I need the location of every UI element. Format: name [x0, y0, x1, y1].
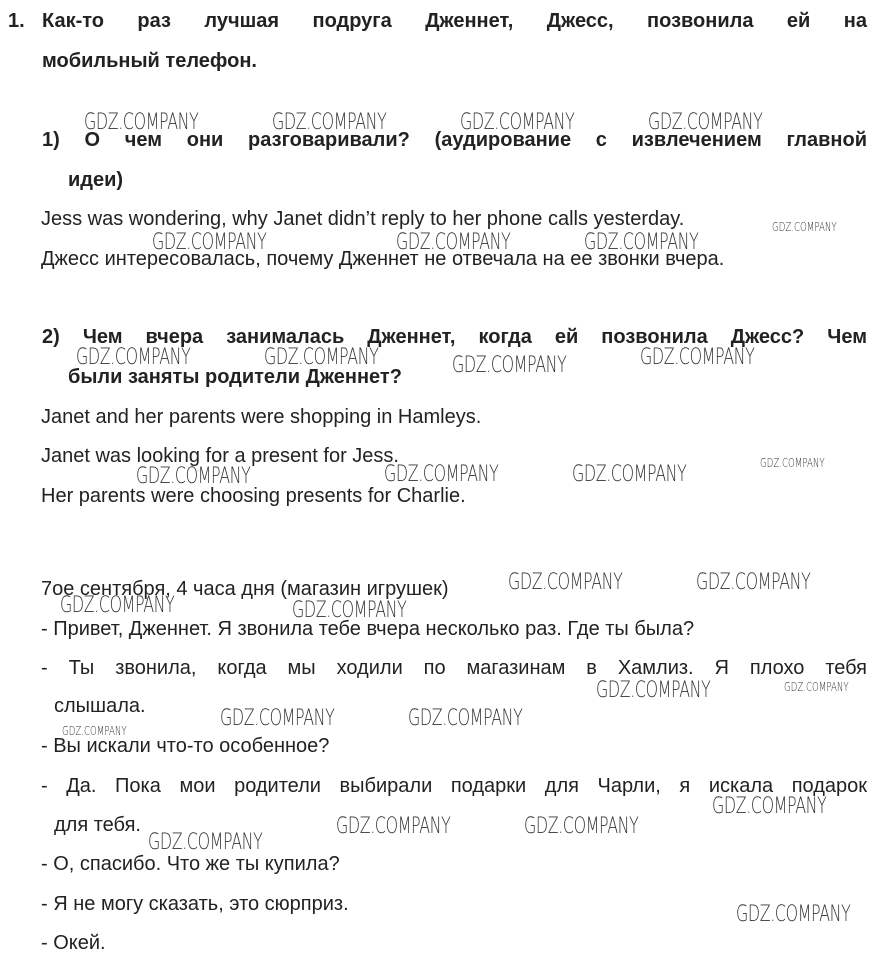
watermark: GDZ.COMPANY [772, 220, 837, 234]
dialogue-line: - Привет, Дженнет. Я звонила тебе вчера несколько раз. Где ты была? [41, 618, 695, 640]
question-1-line1: 1) О чем они разговаривали? (аудирование с извлечением главной [42, 129, 867, 151]
question-2-line2: были заняты родители Дженнет? [68, 366, 402, 388]
question-1-line2: идеи) [68, 169, 124, 191]
dialogue-line: - Окей. [41, 932, 106, 954]
watermark: GDZ.COMPANY [696, 570, 811, 595]
watermark: GDZ.COMPANY [220, 706, 335, 731]
watermark: GDZ.COMPANY [524, 814, 639, 839]
watermark: GDZ.COMPANY [584, 230, 699, 255]
answer-1-english: Jess was wondering, why Janet didn’t reply to her phone calls yesterday. [41, 208, 685, 230]
dialogue-line: - Ты звонила, когда мы ходили по магазинам в Хамлиз. Я плохо тебя [41, 657, 867, 679]
watermark: GDZ.COMPANY [784, 680, 849, 694]
watermark: GDZ.COMPANY [84, 110, 199, 135]
dialogue-line: - О, спасибо. Что же ты купила? [41, 853, 340, 875]
watermark: GDZ.COMPANY [508, 570, 623, 595]
dialogue-line: - Да. Пока мои родители выбирали подарки для Чарли, я искала подарок [41, 775, 867, 797]
watermark: GDZ.COMPANY [264, 345, 379, 370]
watermark: GDZ.COMPANY [272, 110, 387, 135]
watermark: GDZ.COMPANY [572, 462, 687, 487]
watermark: GDZ.COMPANY [596, 678, 711, 703]
dialogue-line: слышала. [54, 695, 146, 717]
watermark: GDZ.COMPANY [152, 230, 267, 255]
watermark: GDZ.COMPANY [736, 902, 851, 927]
task-title-line1: Как-то раз лучшая подруга Дженнет, Джесс, позвонила ей на [42, 10, 867, 32]
dialogue-line: для тебя. [54, 814, 141, 836]
question-2-line1: 2) Чем вчера занималась Дженнет, когда ей позвонила Джесс? Чем [42, 326, 867, 348]
watermark: GDZ.COMPANY [648, 110, 763, 135]
answer-2-line: Janet and her parents were shopping in Hamleys. [41, 406, 482, 428]
watermark: GDZ.COMPANY [384, 462, 499, 487]
watermark: GDZ.COMPANY [336, 814, 451, 839]
watermark: GDZ.COMPANY [640, 345, 755, 370]
answer-1-russian: Джесс интересовалась, почему Дженнет не отвечала на ее звонки вчера. [41, 248, 725, 270]
watermark: GDZ.COMPANY [460, 110, 575, 135]
watermark: GDZ.COMPANY [760, 456, 825, 470]
task-number: 1. [8, 10, 25, 32]
watermark: GDZ.COMPANY [136, 464, 251, 489]
watermark: GDZ.COMPANY [62, 724, 127, 738]
dialogue-line: - Вы искали что-то особенное? [41, 735, 330, 757]
answer-2-line: Janet was looking for a present for Jess. [41, 445, 399, 467]
watermark: GDZ.COMPANY [148, 830, 263, 855]
watermark: GDZ.COMPANY [408, 706, 523, 731]
watermark: GDZ.COMPANY [76, 345, 191, 370]
answer-2-line: Her parents were choosing presents for Charlie. [41, 485, 466, 507]
watermark: GDZ.COMPANY [712, 794, 827, 819]
dialogue-line: - Я не могу сказать, это сюрприз. [41, 893, 349, 915]
watermark: GDZ.COMPANY [452, 353, 567, 378]
watermark: GDZ.COMPANY [396, 230, 511, 255]
watermark: GDZ.COMPANY [60, 593, 175, 618]
task-title-line2: мобильный телефон. [42, 50, 257, 72]
dialogue-heading: 7ое сентября, 4 часа дня (магазин игрушек) [41, 578, 449, 600]
watermark: GDZ.COMPANY [292, 598, 407, 623]
